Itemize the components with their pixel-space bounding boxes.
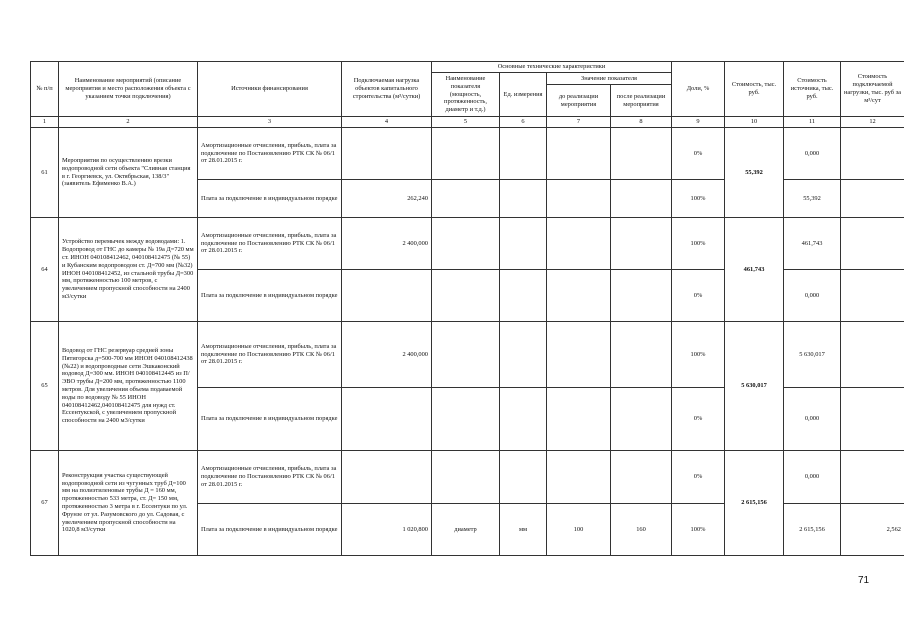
row-share: 0%	[672, 388, 725, 451]
row-load: 2 400,000	[342, 218, 432, 270]
row-before: 100	[547, 504, 611, 556]
row-unit	[500, 451, 547, 504]
row-load: 262,240	[342, 180, 432, 218]
row-share: 100%	[672, 322, 725, 388]
row-unit	[500, 128, 547, 180]
column-number: 7	[547, 117, 611, 128]
row-source-cost: 0,000	[784, 388, 841, 451]
row-name: Мероприятия по осуществлению врезки водопроводной сети объекта "Сливная станция в г. Георгиевск, ул. Октябрьская, 138/3" (заявитель Ефименко В.А.)	[59, 128, 198, 218]
row-before	[547, 322, 611, 388]
row-cost: 55,392	[725, 128, 784, 218]
row-unit-cost	[841, 322, 904, 388]
row-name: Водовод от ГНС резервуар средней зоны Пятигорска д=500-700 мм ИНОН 040108412438 (№22) и водопроводные сети Эшкаконский водовод Д=300 мм. ИНОН 040108412445 из П/ЭВО трубы Д=200 мм, протяженностью 1100 метров. Для увеличения объема подаваемой воды по водоводу № 55 ИНОН 040108412462,040108412475 для нужд ст. Ессентукской, с увеличением пропускной способности на 2400 м3/сутки	[59, 322, 198, 451]
row-source-cost: 0,000	[784, 270, 841, 322]
row-share: 0%	[672, 270, 725, 322]
table-row	[31, 451, 904, 504]
column-number: 10	[725, 117, 784, 128]
row-name: Реконструкция участка существующей водопроводной сети из чугунных труб Д=100 мм на полиэтиленовые трубы Д = 160 мм, протяженностью 533 метра, ст. Д= 150 мм, протяженностью 3 метра в г. Ессентуки по ул. Фрунзе от ул. Разумовского до ул. Садовая, с увеличением пропускной способности на 1020,8 м3/сутки	[59, 451, 198, 556]
row-param	[432, 322, 500, 388]
row-source: Амортизационные отчисления, прибыль, плата за подключение по Постановлению РТК СК № 06/1 от 28.01.2015 г.	[198, 451, 342, 504]
row-source-cost: 0,000	[784, 128, 841, 180]
row-load: 1 020,800	[342, 504, 432, 556]
investment-program-table	[30, 61, 904, 556]
row-after	[611, 451, 672, 504]
row-unit-cost	[841, 388, 904, 451]
header-param-name: Наименование показателя (мощность, протяженность, диаметр и т.д.)	[432, 73, 500, 117]
row-after	[611, 388, 672, 451]
row-unit-cost	[841, 128, 904, 180]
row-load	[342, 270, 432, 322]
row-after: 160	[611, 504, 672, 556]
row-load	[342, 451, 432, 504]
row-param	[432, 388, 500, 451]
header-tech: Основные технические характеристики	[432, 62, 672, 73]
row-param: диаметр	[432, 504, 500, 556]
header-unit-cost: Стоимость подключаемой нагрузки, тыс. руб за м³/сут	[841, 62, 904, 117]
row-source: Плата за подключение в индивидуальном порядке	[198, 388, 342, 451]
row-load	[342, 128, 432, 180]
row-param	[432, 270, 500, 322]
row-before	[547, 451, 611, 504]
row-before	[547, 180, 611, 218]
row-load	[342, 388, 432, 451]
row-source: Плата за подключение в индивидуальном порядке	[198, 504, 342, 556]
table-row	[31, 218, 904, 270]
row-unit: мм	[500, 504, 547, 556]
row-unit-cost	[841, 451, 904, 504]
header-cost: Стоимость, тыс. руб.	[725, 62, 784, 117]
header-after: после реализации мероприятия	[611, 85, 672, 117]
row-source-cost: 55,392	[784, 180, 841, 218]
column-number: 12	[841, 117, 904, 128]
row-unit-cost	[841, 218, 904, 270]
header-unit: Ед. измерения	[500, 73, 547, 117]
header-num: № п/п	[31, 62, 59, 117]
row-before	[547, 218, 611, 270]
row-unit	[500, 270, 547, 322]
row-param	[432, 128, 500, 180]
column-number: 8	[611, 117, 672, 128]
row-source-cost: 0,000	[784, 451, 841, 504]
row-load: 2 400,000	[342, 322, 432, 388]
row-cost: 2 615,156	[725, 451, 784, 556]
header-values: Значение показателя	[547, 73, 672, 85]
row-num: 61	[31, 128, 59, 218]
row-cost: 461,743	[725, 218, 784, 322]
row-unit-cost	[841, 270, 904, 322]
table-row	[31, 128, 904, 180]
header-name: Наименование мероприятий (описание мероприятия и место расположения объекта с указанием точки подключения)	[59, 62, 198, 117]
column-number: 5	[432, 117, 500, 128]
row-param	[432, 218, 500, 270]
row-before	[547, 388, 611, 451]
column-number: 6	[500, 117, 547, 128]
row-source: Плата за подключение в индивидуальном порядке	[198, 270, 342, 322]
row-before	[547, 128, 611, 180]
row-share: 100%	[672, 180, 725, 218]
row-param	[432, 451, 500, 504]
row-source-cost: 5 630,017	[784, 322, 841, 388]
row-share: 100%	[672, 504, 725, 556]
row-after	[611, 128, 672, 180]
column-number: 1	[31, 117, 59, 128]
row-unit-cost: 2,562	[841, 504, 904, 556]
row-after	[611, 322, 672, 388]
row-after	[611, 218, 672, 270]
table-row	[31, 322, 904, 388]
column-number: 4	[342, 117, 432, 128]
row-param	[432, 180, 500, 218]
row-num: 64	[31, 218, 59, 322]
row-after	[611, 270, 672, 322]
header-load: Подключаемая нагрузка объектов капитального строительства (м³/сутки)	[342, 62, 432, 117]
row-source-cost: 461,743	[784, 218, 841, 270]
row-source: Амортизационные отчисления, прибыль, плата за подключение по Постановлению РТК СК № 06/1 от 28.01.2015 г.	[198, 322, 342, 388]
row-before	[547, 270, 611, 322]
page-number: 71	[858, 575, 870, 586]
column-number: 3	[198, 117, 342, 128]
column-numbers-row	[31, 117, 904, 128]
row-unit	[500, 218, 547, 270]
row-unit	[500, 322, 547, 388]
row-unit-cost	[841, 180, 904, 218]
row-unit	[500, 180, 547, 218]
header-before: до реализации мероприятия	[547, 85, 611, 117]
header-sources: Источники финансирования	[198, 62, 342, 117]
row-cost: 5 630,017	[725, 322, 784, 451]
row-share: 0%	[672, 128, 725, 180]
header-share: Доли, %	[672, 62, 725, 117]
row-source-cost: 2 615,156	[784, 504, 841, 556]
row-num: 65	[31, 322, 59, 451]
row-num: 67	[31, 451, 59, 556]
row-after	[611, 180, 672, 218]
column-number: 2	[59, 117, 198, 128]
column-number: 11	[784, 117, 841, 128]
row-share: 100%	[672, 218, 725, 270]
row-share: 0%	[672, 451, 725, 504]
column-number: 9	[672, 117, 725, 128]
row-source: Плата за подключение в индивидуальном порядке	[198, 180, 342, 218]
header-source-cost: Стоимость источника, тыс. руб.	[784, 62, 841, 117]
row-source: Амортизационные отчисления, прибыль, плата за подключение по Постановлению РТК СК № 06/1 от 28.01.2015 г.	[198, 218, 342, 270]
row-source: Амортизационные отчисления, прибыль, плата за подключение по Постановлению РТК СК № 06/1 от 28.01.2015 г.	[198, 128, 342, 180]
row-name: Устройство перемычек между водоводами: 1. Водопровод от ГНС до камеры № 19а Д=720 мм ст. ИНОН 040108412462, 040108412475 (№ 55) и Кубанским водопроводом ст. Д=700 мм (№32) ИНОН 040108412452, из стальной трубы Д=300 мм, протяженностью 100 метров, с увеличением пропускной способности на 2400 м3/сутки	[59, 218, 198, 322]
row-unit	[500, 388, 547, 451]
